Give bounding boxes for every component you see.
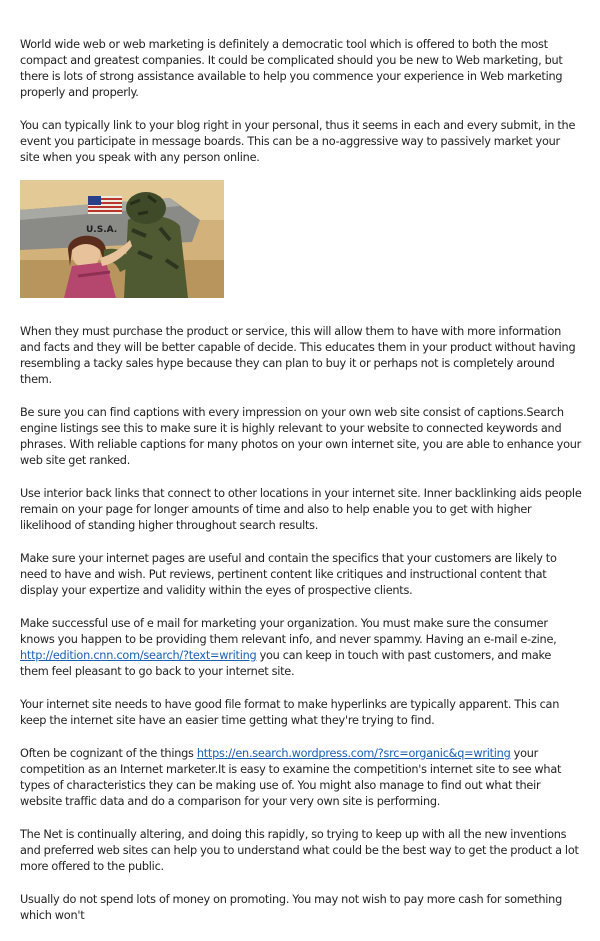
paragraph-email-marketing <box>20 616 582 680</box>
paragraph-spending: Usually do not spend lots of money on promoting. You may not wish to pay more cash for something which won't <box>20 893 562 922</box>
wordpress-search-link[interactable]: https://en.search.wordpress.com/?src=organic&q=writing <box>196 747 511 760</box>
paragraph-changing-net: The Net is continually altering, and doing this rapidly, so trying to keep up with all the new inventions and preferred web sites can help you to understand what could be the best way to get the product a lot more offered to the public. <box>20 828 579 873</box>
aircraft-label: U.S.A. <box>86 225 118 235</box>
article-body <box>20 37 582 941</box>
paragraph-competition <box>20 746 582 810</box>
email-paragraph-after: you can keep in touch with past customers, and make them feel pleasant to go back to your internet site. <box>20 649 552 678</box>
email-paragraph-before: Make successful use of e mail for marketing your organization. You must make sure the consumer knows you happen to be providing them relevant info, and never spammy. Having an e-mail e-zine, <box>20 617 557 646</box>
paragraph-captions: Be sure you can find captions with every impression on your own web site consist of captions.Search engine listings see this to make sure it is highly relevant to your website to connected keywords and phrases. With reliable captions for many photos on your own internet site, you are able to enhance your web site get ranked. <box>20 406 582 467</box>
competition-paragraph-after: your competition as an Internet marketer.It is easy to examine the competition's internet site to see what types of characteristics they can be making use of. You might also manage to find out what their website traffic data and do a comparison for your very own site is performing. <box>20 747 562 808</box>
paragraph-file-format: Your internet site needs to have good file format to make hyperlinks are typically apparent. This can keep the internet site have an easier time getting what they're trying to find. <box>20 698 560 727</box>
paragraph-purchase-info: When they must purchase the product or service, this will allow them to have with more information and facts and they will be better capable of decide. This educates them in your product without having resembling a tacky sales hype because they can plan to buy it or perhaps not is completely around them. <box>20 325 576 386</box>
paragraph-useful-pages: Make sure your internet pages are useful and contain the specifics that your customers are likely to need to have and wish. Put reviews, pertinent content like critiques and instructional content that display your expertize and validity within the eyes of prospective clients. <box>20 552 557 597</box>
paragraph-internal-links: Use interior back links that connect to other locations in your internet site. Inner backlinking aids people remain on your page for longer amounts of time and also to help enable you to get with higher likelihood of standing higher throughout search results. <box>20 487 582 532</box>
article-image <box>20 180 224 298</box>
drawing-soldier-hug <box>20 180 224 298</box>
paragraph-blog-link: You can typically link to your blog right in your personal, thus it seems in each and every submit, in the event you participate in message boards. This can be a no-aggressive way to passively market your site when you speak with any person online. <box>20 119 576 164</box>
cnn-search-link[interactable]: http://edition.cnn.com/search/?text=writing <box>20 649 257 662</box>
paragraph-intro: World wide web or web marketing is definitely a democratic tool which is offered to both the most compact and greatest companies. It could be complicated should you be new to Web marketing, but there is lots of strong assistance available to help you commence your experience in Web marketing properly and properly. <box>20 38 563 99</box>
competition-paragraph-before: Often be cognizant of the things <box>20 747 197 760</box>
